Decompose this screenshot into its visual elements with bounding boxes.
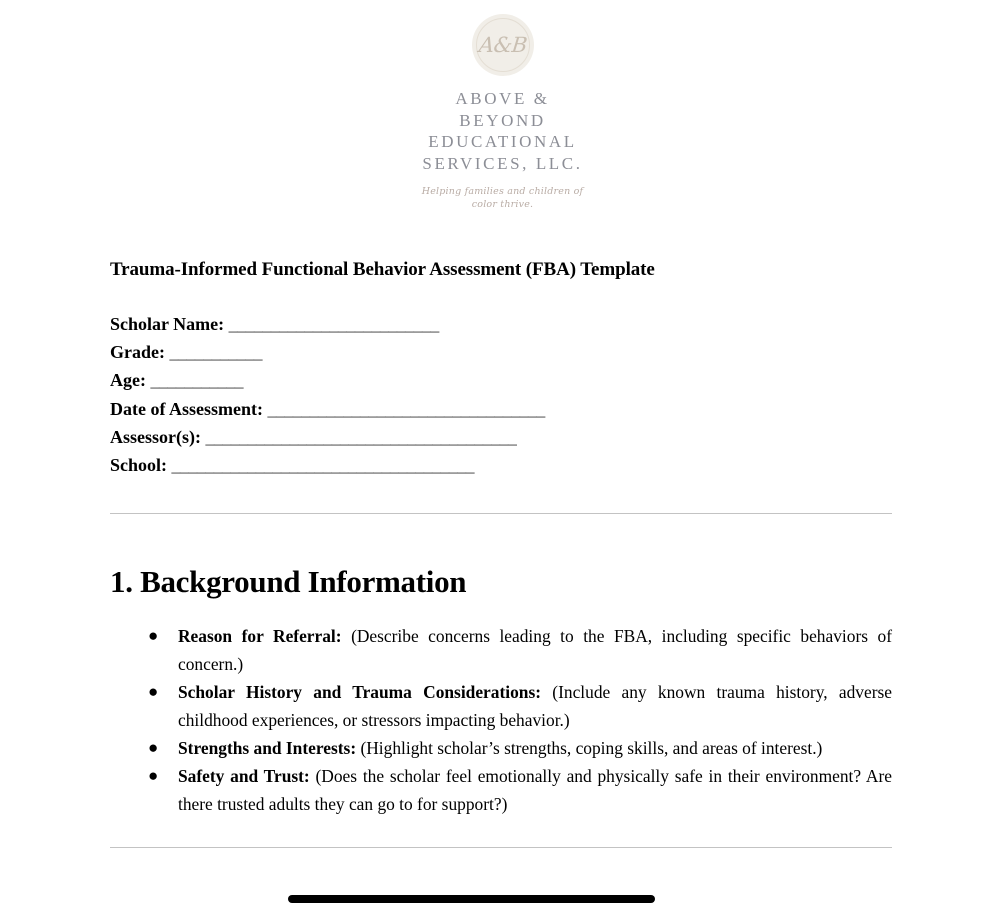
field-row-scholar-name [110,310,892,338]
field-blank-grade[interactable]: ___________ [169,342,262,363]
form-field-list [110,310,892,479]
divider-top [110,513,892,514]
tagline-line-1: Helping families and children of [421,186,584,197]
logo-monogram-text: A&B [477,32,528,57]
tagline-line-2: color thrive. [471,199,534,210]
field-blank-assessors[interactable]: _____________________________________ [205,426,517,447]
field-label-scholar-name: Scholar Name: [110,314,225,334]
field-label-assessors: Assessor(s): [110,426,201,447]
field-blank-age[interactable]: ___________ [150,370,243,391]
bullet-marker-icon: ● [148,766,159,786]
list-item [110,622,892,678]
field-blank-school[interactable]: ____________________________________ [171,455,474,476]
bullet-term-safety-and-trust: Safety and Trust: [178,766,310,787]
background-information-bullet-list [110,622,892,818]
brand-wordmark [0,88,1005,174]
bullet-marker-icon: ● [148,738,159,758]
document-title: Trauma-Informed Functional Behavior Assessment (FBA) Template [110,259,655,280]
divider-bottom [110,847,892,848]
brand-tagline [0,185,1005,211]
brand-line-4: SERVICES, LLC. [422,153,583,173]
field-row-assessors [110,423,892,451]
field-row-school [110,451,892,479]
field-label-age: Age: [110,370,146,391]
field-row-age [110,366,892,394]
horizontal-scrollbar[interactable] [0,895,1005,903]
bullet-marker-icon: ● [148,626,159,646]
bullet-text-scholar-history-and-trauma-considerations: (Include any known trauma history, adverse childhood experiences, or stressors impacting behavior.) [178,682,892,731]
brand-line-3: EDUCATIONAL [428,132,577,151]
bullet-text-safety-and-trust: (Does the scholar feel emotionally and physically safe in their environment? Are there trusted adults they can go to for support?) [178,766,892,815]
field-label-date-of-assessment: Date of Assessment: [110,398,263,419]
bullet-term-reason-for-referral: Reason for Referral: [178,626,342,647]
horizontal-scrollbar-thumb[interactable] [288,895,655,903]
field-blank-date-of-assessment[interactable]: _________________________________ [267,398,545,419]
brand-line-2: BEYOND [459,110,546,130]
list-item [110,734,892,762]
brand-logo-icon [472,14,534,76]
field-row-grade [110,338,892,366]
bullet-text-strengths-and-interests: (Highlight scholar’s strengths, coping skills, and areas of interest.) [356,738,823,759]
bullet-marker-icon: ● [148,682,159,702]
bullet-term-scholar-history-and-trauma-considerations: Scholar History and Trauma Considerations: [178,682,542,703]
field-label-school: School: [110,455,168,476]
field-row-date-of-assessment [110,395,892,423]
bullet-text-reason-for-referral: (Describe concerns leading to the FBA, including specific behaviors of concern.) [178,626,892,675]
bullet-term-strengths-and-interests: Strengths and Interests: [178,738,357,759]
document-body [0,258,1005,848]
brand-line-1: ABOVE & [455,89,550,108]
section-heading-background-information: 1. Background Information [110,564,467,600]
field-blank-scholar-name[interactable]: _________________________ [228,314,439,334]
list-item [110,762,892,818]
field-label-grade: Grade: [110,342,165,363]
letterhead [0,0,1005,211]
list-item [110,678,892,734]
